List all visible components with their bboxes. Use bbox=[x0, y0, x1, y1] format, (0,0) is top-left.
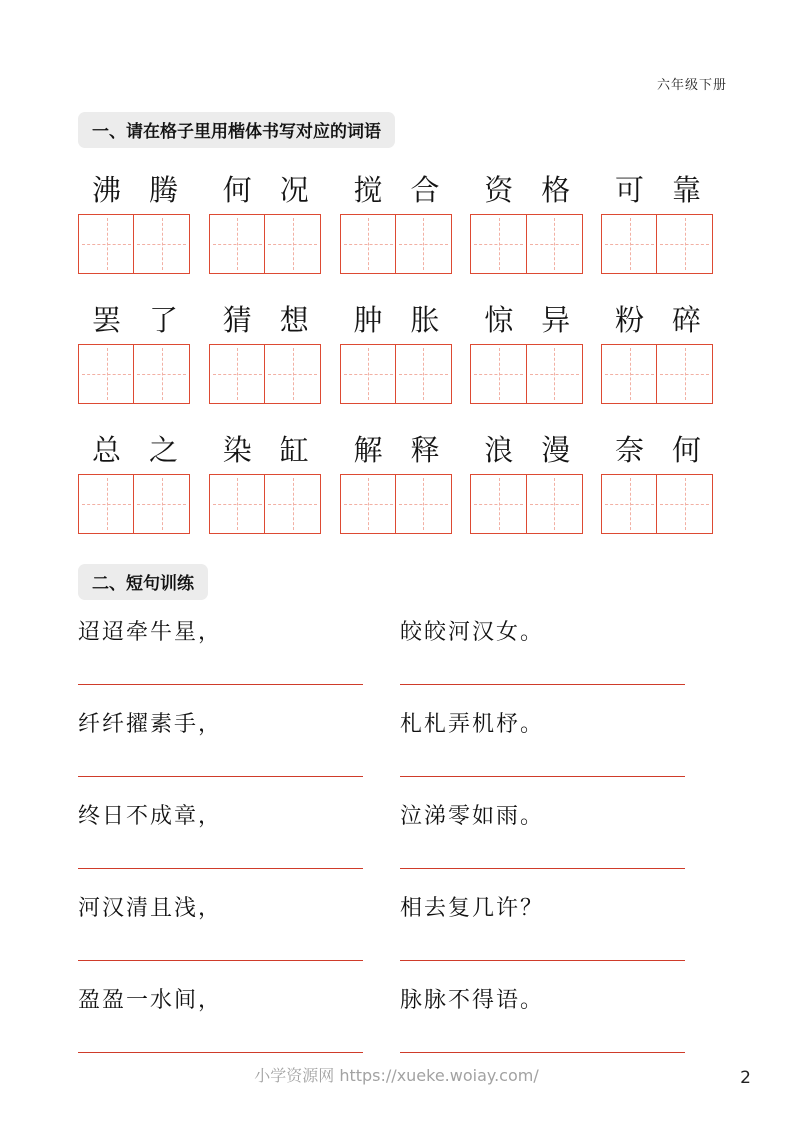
word-character: 解 bbox=[353, 433, 383, 467]
word-group bbox=[340, 174, 454, 274]
word-character: 何 bbox=[671, 433, 701, 467]
poem-cell-right bbox=[400, 802, 685, 869]
poem-cell-right bbox=[400, 894, 685, 961]
writing-blank-line bbox=[78, 684, 363, 685]
word-character: 奈 bbox=[614, 433, 644, 467]
writing-grid-cell bbox=[470, 214, 527, 274]
writing-grid bbox=[78, 214, 192, 274]
writing-grid-cell bbox=[340, 474, 397, 534]
word-row bbox=[78, 174, 715, 274]
writing-grid-cell bbox=[601, 474, 658, 534]
writing-grid bbox=[470, 214, 584, 274]
writing-grid-cell bbox=[526, 474, 583, 534]
word-character: 搅 bbox=[353, 173, 383, 207]
writing-blank-line bbox=[400, 776, 685, 777]
section1-title: 一、请在格子里用楷体书写对应的词语 bbox=[78, 112, 395, 148]
section2-header-row bbox=[78, 564, 715, 600]
writing-grid-cell bbox=[526, 214, 583, 274]
poem-line-text: 河汉清且浅， bbox=[78, 896, 223, 921]
poem-row bbox=[78, 802, 715, 869]
word-character: 何 bbox=[222, 173, 252, 207]
word-group bbox=[209, 304, 323, 404]
word-character: 靠 bbox=[671, 173, 701, 207]
word-label bbox=[601, 434, 715, 466]
word-group bbox=[340, 434, 454, 534]
page-number: 2 bbox=[740, 1068, 751, 1088]
writing-blank-line bbox=[78, 776, 363, 777]
writing-grid-cell bbox=[656, 214, 713, 274]
writing-blank-line bbox=[400, 1052, 685, 1053]
word-character: 碎 bbox=[671, 303, 701, 337]
writing-grid-cell bbox=[264, 344, 321, 404]
word-group bbox=[470, 174, 584, 274]
writing-grid bbox=[601, 214, 715, 274]
word-label bbox=[209, 304, 323, 336]
writing-grid bbox=[209, 344, 323, 404]
word-character: 缸 bbox=[279, 433, 309, 467]
word-character: 可 bbox=[614, 173, 644, 207]
writing-grid-cell bbox=[340, 344, 397, 404]
word-character: 沸 bbox=[91, 173, 121, 207]
writing-blank-line bbox=[400, 868, 685, 869]
word-character: 染 bbox=[222, 433, 252, 467]
word-character: 想 bbox=[279, 303, 309, 337]
word-label bbox=[78, 174, 192, 206]
writing-grid-cell bbox=[133, 214, 190, 274]
poem-cell-left bbox=[78, 986, 363, 1053]
word-character: 之 bbox=[148, 433, 178, 467]
writing-grid bbox=[470, 474, 584, 534]
word-character: 猜 bbox=[222, 303, 252, 337]
word-character: 肿 bbox=[353, 303, 383, 337]
word-character: 合 bbox=[410, 173, 440, 207]
writing-grid-cell bbox=[601, 344, 658, 404]
word-character: 格 bbox=[541, 173, 571, 207]
poem-row bbox=[78, 894, 715, 961]
word-group bbox=[470, 304, 584, 404]
poem-row bbox=[78, 618, 715, 685]
footer-source-url: 小学资源网 https://xueke.woiay.com/ bbox=[254, 1066, 539, 1085]
word-practice-area bbox=[78, 174, 715, 534]
word-character: 资 bbox=[484, 173, 514, 207]
poem-cell-left bbox=[78, 710, 363, 777]
word-label bbox=[340, 174, 454, 206]
writing-grid-cell bbox=[395, 474, 452, 534]
poem-cell-right bbox=[400, 986, 685, 1053]
word-character: 浪 bbox=[484, 433, 514, 467]
poem-line-text: 脉脉不得语。 bbox=[400, 988, 545, 1013]
poem-cell-left bbox=[78, 802, 363, 869]
word-character: 了 bbox=[148, 303, 178, 337]
word-group bbox=[601, 434, 715, 534]
word-label bbox=[601, 304, 715, 336]
word-label bbox=[78, 304, 192, 336]
word-character: 粉 bbox=[614, 303, 644, 337]
word-label bbox=[470, 174, 584, 206]
word-label bbox=[470, 434, 584, 466]
poem-cell-right bbox=[400, 710, 685, 777]
writing-grid bbox=[340, 474, 454, 534]
word-group bbox=[470, 434, 584, 534]
word-label bbox=[209, 434, 323, 466]
poem-line-text: 迢迢牵牛星， bbox=[78, 620, 223, 645]
word-row bbox=[78, 434, 715, 534]
writing-blank-line bbox=[78, 868, 363, 869]
poem-line-text: 盈盈一水间， bbox=[78, 988, 223, 1013]
writing-grid-cell bbox=[78, 214, 135, 274]
poem-line-text: 札札弄机杼。 bbox=[400, 712, 545, 737]
word-group bbox=[78, 434, 192, 534]
writing-grid-cell bbox=[78, 344, 135, 404]
word-character: 胀 bbox=[410, 303, 440, 337]
writing-grid-cell bbox=[264, 474, 321, 534]
writing-blank-line bbox=[400, 684, 685, 685]
writing-grid-cell bbox=[209, 344, 266, 404]
writing-grid-cell bbox=[264, 214, 321, 274]
word-label bbox=[340, 434, 454, 466]
word-character: 异 bbox=[541, 303, 571, 337]
writing-grid bbox=[601, 344, 715, 404]
writing-grid-cell bbox=[656, 474, 713, 534]
writing-blank-line bbox=[400, 960, 685, 961]
word-group bbox=[601, 174, 715, 274]
word-group bbox=[340, 304, 454, 404]
writing-grid-cell bbox=[470, 344, 527, 404]
poem-line-text: 相去复几许？ bbox=[400, 896, 545, 921]
writing-grid bbox=[209, 474, 323, 534]
word-character: 况 bbox=[279, 173, 309, 207]
writing-grid-cell bbox=[656, 344, 713, 404]
word-label bbox=[340, 304, 454, 336]
word-character: 总 bbox=[91, 433, 121, 467]
writing-grid-cell bbox=[209, 214, 266, 274]
writing-blank-line bbox=[78, 960, 363, 961]
writing-grid-cell bbox=[470, 474, 527, 534]
word-group bbox=[78, 174, 192, 274]
word-character: 罢 bbox=[91, 303, 121, 337]
poem-line-text: 纤纤擢素手， bbox=[78, 712, 223, 737]
word-character: 惊 bbox=[484, 303, 514, 337]
writing-grid bbox=[340, 344, 454, 404]
writing-grid bbox=[470, 344, 584, 404]
word-group bbox=[78, 304, 192, 404]
section2-title: 二、短句训练 bbox=[78, 564, 208, 600]
writing-grid-cell bbox=[395, 344, 452, 404]
writing-grid-cell bbox=[526, 344, 583, 404]
writing-grid-cell bbox=[209, 474, 266, 534]
section1-header-row bbox=[78, 112, 715, 148]
writing-grid bbox=[78, 474, 192, 534]
sentence-practice-area bbox=[78, 618, 715, 1053]
word-group bbox=[209, 434, 323, 534]
writing-grid bbox=[78, 344, 192, 404]
word-label bbox=[470, 304, 584, 336]
poem-row bbox=[78, 710, 715, 777]
word-group bbox=[209, 174, 323, 274]
word-label bbox=[601, 174, 715, 206]
writing-grid bbox=[209, 214, 323, 274]
poem-line-text: 皎皎河汉女。 bbox=[400, 620, 545, 645]
writing-grid-cell bbox=[133, 344, 190, 404]
writing-grid bbox=[340, 214, 454, 274]
writing-grid bbox=[601, 474, 715, 534]
word-character: 释 bbox=[410, 433, 440, 467]
writing-grid-cell bbox=[395, 214, 452, 274]
writing-blank-line bbox=[78, 1052, 363, 1053]
writing-grid-cell bbox=[601, 214, 658, 274]
poem-cell-left bbox=[78, 618, 363, 685]
word-group bbox=[601, 304, 715, 404]
poem-row bbox=[78, 986, 715, 1053]
writing-grid-cell bbox=[133, 474, 190, 534]
writing-grid-cell bbox=[78, 474, 135, 534]
poem-cell-left bbox=[78, 894, 363, 961]
word-row bbox=[78, 304, 715, 404]
word-character: 漫 bbox=[541, 433, 571, 467]
word-label bbox=[209, 174, 323, 206]
writing-grid-cell bbox=[340, 214, 397, 274]
poem-line-text: 终日不成章， bbox=[78, 804, 223, 829]
word-character: 腾 bbox=[148, 173, 178, 207]
poem-cell-right bbox=[400, 618, 685, 685]
word-label bbox=[78, 434, 192, 466]
book-volume-label: 六年级下册 bbox=[656, 78, 727, 93]
poem-line-text: 泣涕零如雨。 bbox=[400, 804, 545, 829]
